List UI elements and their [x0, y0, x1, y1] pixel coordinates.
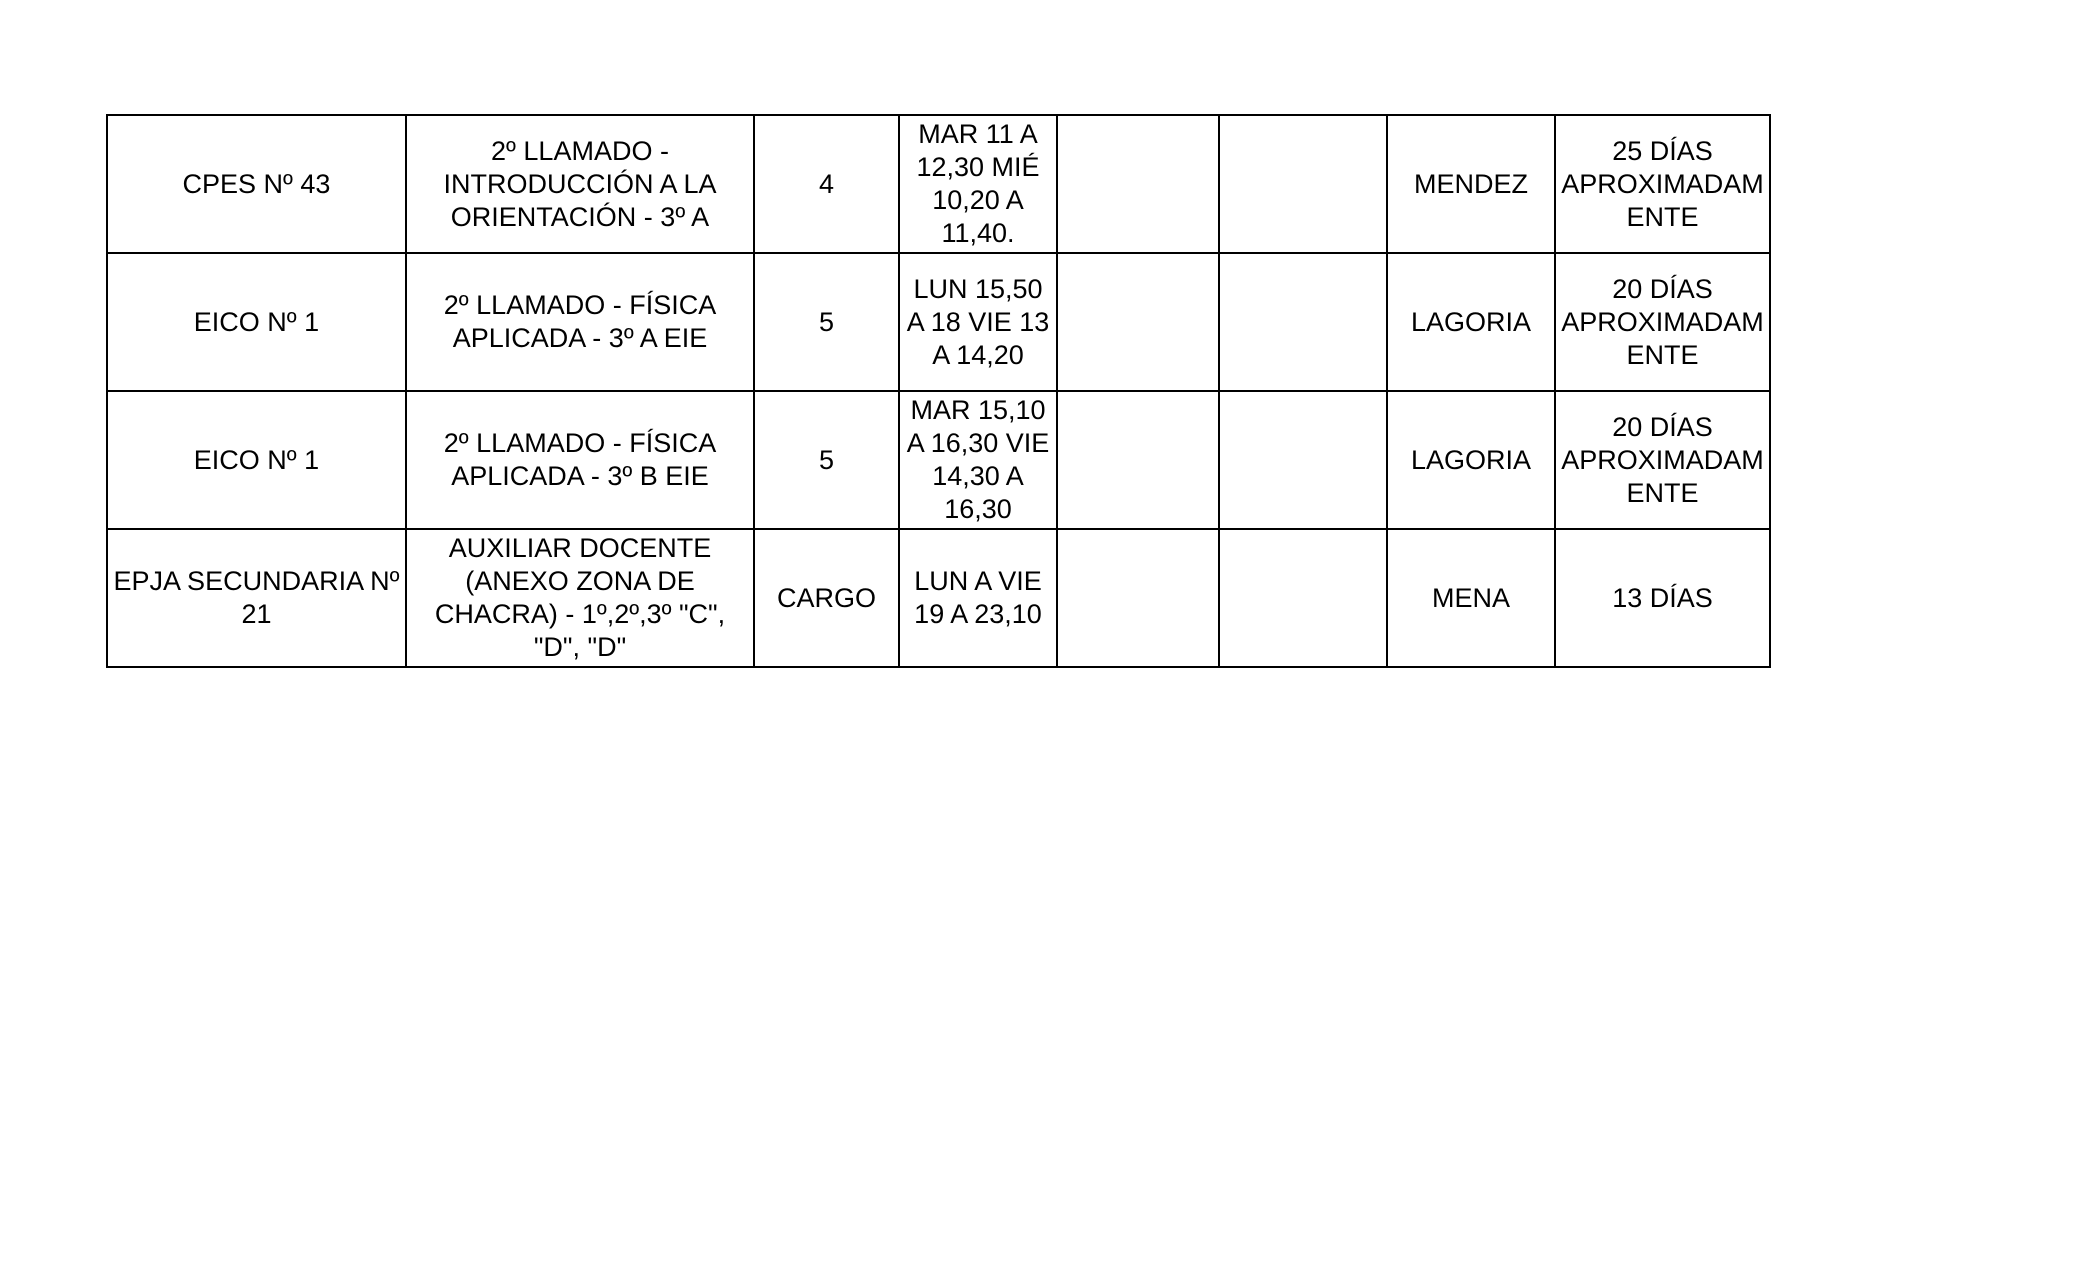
schedule-cell: LUN 15,50 A 18 VIE 13 A 14,20 — [899, 253, 1057, 391]
duration-cell: 20 DÍAS APROXIMADAMENTE — [1555, 253, 1770, 391]
school-cell: EICO Nº 1 — [107, 391, 406, 529]
hours-cell: CARGO — [754, 529, 899, 667]
duration-cell: 20 DÍAS APROXIMADAMENTE — [1555, 391, 1770, 529]
subject-cell: AUXILIAR DOCENTE (ANEXO ZONA DE CHACRA) - 1º,2º,3º "C", "D", "D" — [406, 529, 754, 667]
subject-cell: 2º LLAMADO - FÍSICA APLICADA - 3º A EIE — [406, 253, 754, 391]
empty-cell — [1219, 115, 1387, 253]
subject-cell: 2º LLAMADO - FÍSICA APLICADA - 3º B EIE — [406, 391, 754, 529]
empty-cell — [1219, 253, 1387, 391]
table-row — [107, 115, 1770, 253]
empty-cell — [1057, 529, 1219, 667]
school-cell: CPES Nº 43 — [107, 115, 406, 253]
empty-cell — [1219, 391, 1387, 529]
empty-cell — [1057, 391, 1219, 529]
duration-cell: 13 DÍAS — [1555, 529, 1770, 667]
schedule-cell: MAR 15,10 A 16,30 VIE 14,30 A 16,30 — [899, 391, 1057, 529]
table-row — [107, 529, 1770, 667]
school-cell: EICO Nº 1 — [107, 253, 406, 391]
duration-cell: 25 DÍAS APROXIMADAMENTE — [1555, 115, 1770, 253]
table-row — [107, 391, 1770, 529]
schedule-cell: LUN A VIE 19 A 23,10 — [899, 529, 1057, 667]
school-cell: EPJA SECUNDARIA Nº 21 — [107, 529, 406, 667]
hours-cell: 5 — [754, 253, 899, 391]
subject-cell: 2º LLAMADO - INTRODUCCIÓN A LA ORIENTACIÓN - 3º A — [406, 115, 754, 253]
empty-cell — [1219, 529, 1387, 667]
schedule-cell: MAR 11 A 12,30 MIÉ 10,20 A 11,40. — [899, 115, 1057, 253]
empty-cell — [1057, 253, 1219, 391]
teacher-cell: LAGORIA — [1387, 253, 1555, 391]
teacher-cell: MENA — [1387, 529, 1555, 667]
hours-cell: 4 — [754, 115, 899, 253]
table-row — [107, 253, 1770, 391]
hours-cell: 5 — [754, 391, 899, 529]
teacher-cell: MENDEZ — [1387, 115, 1555, 253]
empty-cell — [1057, 115, 1219, 253]
teacher-cell: LAGORIA — [1387, 391, 1555, 529]
schedule-table — [106, 114, 1771, 668]
